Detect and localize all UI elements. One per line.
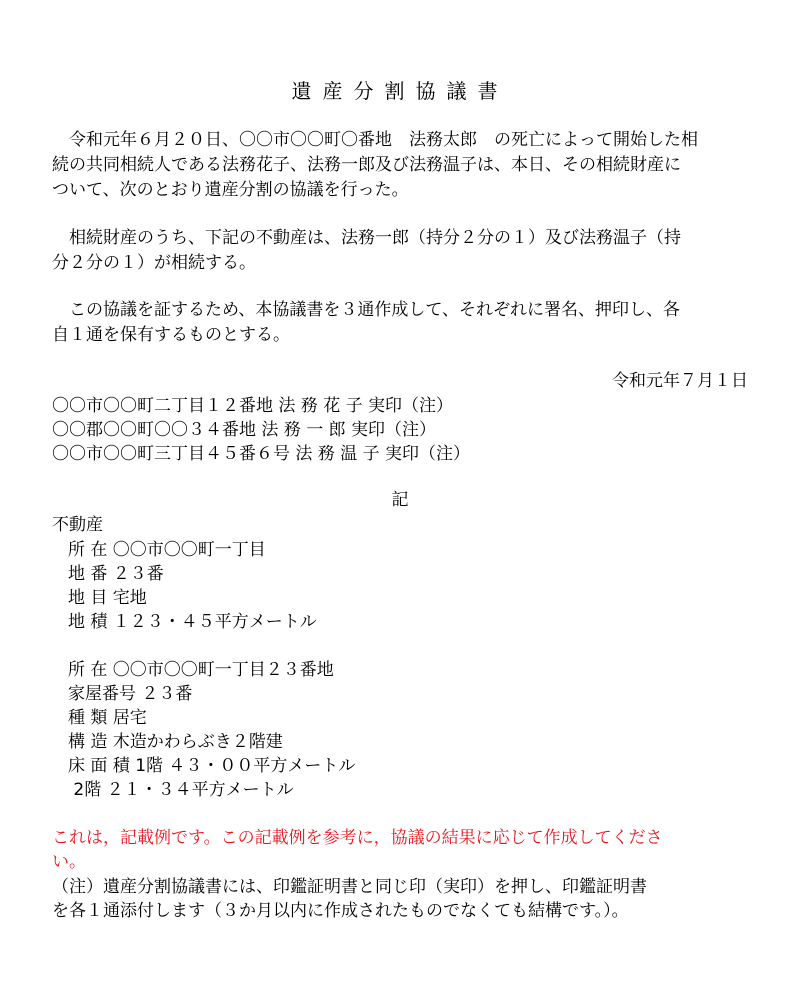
land-category: 地 目 宅地 <box>68 588 147 608</box>
land-lot-number: 地 番 ２３番 <box>68 564 164 584</box>
paragraph-3-line-2: 自１通を保有するものとする。 <box>52 325 290 345</box>
paragraph-3-line-1: この協議を証するため、本協議書を３通作成して、それぞれに署名、押印し、各 <box>52 300 680 320</box>
paragraph-1-line-2: 続の共同相続人である法務花子、法務一郎及び法務温子は、本日、その相続財産に <box>52 155 681 175</box>
land-area: 地 積 １２３・４５平方メートル <box>68 612 317 632</box>
footnote-line-2: を各１通添付します（３か月以内に作成されたものでなくても結構です。）。 <box>52 901 629 921</box>
signatory-1: 〇〇市〇〇町二丁目１２番地 法 務 花 子 実印（注） <box>52 396 454 416</box>
example-notice-line-2: い。 <box>52 852 86 872</box>
building-house-number: 家屋番号 ２３番 <box>68 684 193 704</box>
building-floor-area-2f: 2階 ２１・３４平方メートル <box>68 780 294 800</box>
footnote-line-1: （注）遺産分割協議書には、印鑑証明書と同じ印（実印）を押し、印鑑証明書 <box>52 877 647 897</box>
building-structure: 構 造 木造かわらぶき２階建 <box>68 732 283 752</box>
property-heading: 不動産 <box>52 515 103 535</box>
signatory-3: 〇〇市〇〇町三丁目４５番６号 法 務 温 子 実印（注） <box>52 444 471 464</box>
paragraph-2-line-2: 分２分の１）が相続する。 <box>52 253 256 273</box>
building-location: 所 在 〇〇市〇〇町一丁目２３番地 <box>68 660 334 680</box>
record-heading: 記 <box>391 490 409 510</box>
example-notice-line-1: これは，記載例です。この記載例を参考に，協議の結果に応じて作成してくださ <box>52 828 663 848</box>
signatory-2: 〇〇郡〇〇町〇〇３４番地 法 務 一 郎 実印（注） <box>52 420 437 440</box>
agreement-date: 令和元年７月１日 <box>612 371 748 391</box>
land-location: 所 在 〇〇市〇〇町一丁目 <box>68 540 266 560</box>
document-title: 遺産分割協議書 <box>291 79 509 103</box>
building-floor-area-1f: 床 面 積 1階 ４３・００平方メートル <box>68 756 356 776</box>
paragraph-2-line-1: 相続財産のうち、下記の不動産は、法務一郎（持分２分の１）及び法務温子（持 <box>52 228 681 248</box>
paragraph-1-line-1: 令和元年６月２０日、〇〇市〇〇町〇番地 法務太郎 の死亡によって開始した相 <box>52 130 698 150</box>
paragraph-1-line-3: ついて、次のとおり遺産分割の協議を行った。 <box>52 180 409 200</box>
building-type: 種 類 居宅 <box>68 708 147 728</box>
